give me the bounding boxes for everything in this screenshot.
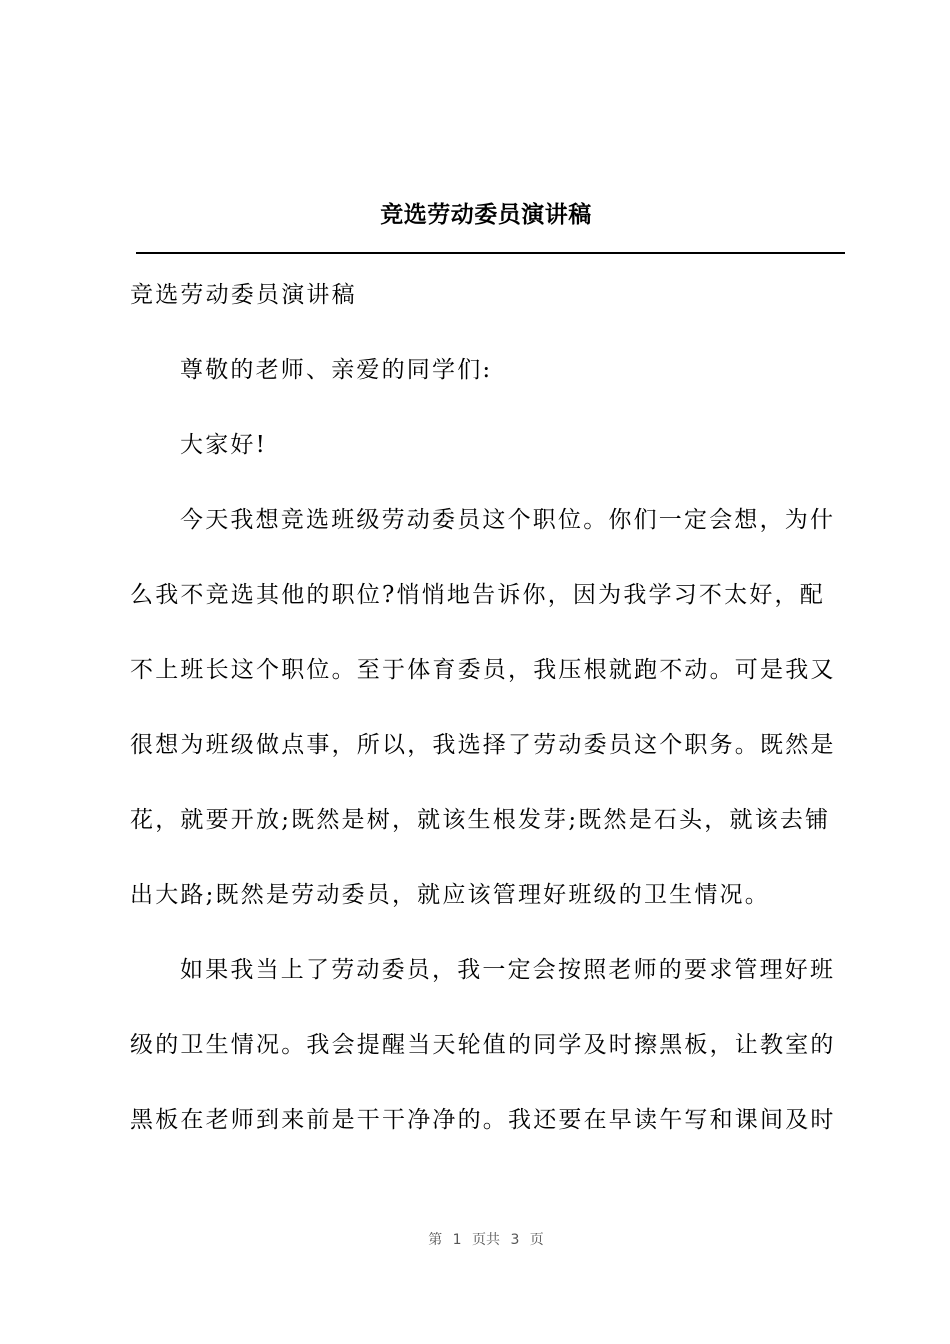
paragraph-line: 今天我想竞选班级劳动委员这个职位。你们一定会想，为什 — [180, 507, 836, 533]
document-title: 竞选劳动委员演讲稿 — [380, 201, 592, 228]
paragraph-line: 很想为班级做点事，所以，我选择了劳动委员这个职务。既然是 — [130, 732, 836, 758]
paragraph-line: 黑板在老师到来前是干干净净的。我还要在早读午写和课间及时 — [130, 1107, 836, 1133]
paragraph-line: 如果我当上了劳动委员，我一定会按照老师的要求管理好班 — [180, 957, 836, 983]
paragraph-line: 级的卫生情况。我会提醒当天轮值的同学及时擦黑板，让教室的 — [130, 1032, 836, 1058]
body-subtitle: 竞选劳动委员演讲稿 — [130, 282, 357, 308]
paragraph-line: 么我不竞选其他的职位?悄悄地告诉你，因为我学习不太好，配 — [130, 582, 825, 608]
salutation: 尊敬的老师、亲爱的同学们: — [180, 357, 493, 383]
page-number-footer: 第 1 页共 3 页 — [428, 1232, 544, 1248]
paragraph-line: 花，就要开放;既然是树，就该生根发芽;既然是石头，就该去铺 — [130, 807, 831, 833]
paragraph-line: 不上班长这个职位。至于体育委员，我压根就跑不动。可是我又 — [130, 657, 836, 683]
paragraph-line: 出大路;既然是劳动委员，就应该管理好班级的卫生情况。 — [130, 882, 770, 908]
greeting: 大家好! — [180, 432, 268, 458]
title-underline — [136, 252, 845, 254]
